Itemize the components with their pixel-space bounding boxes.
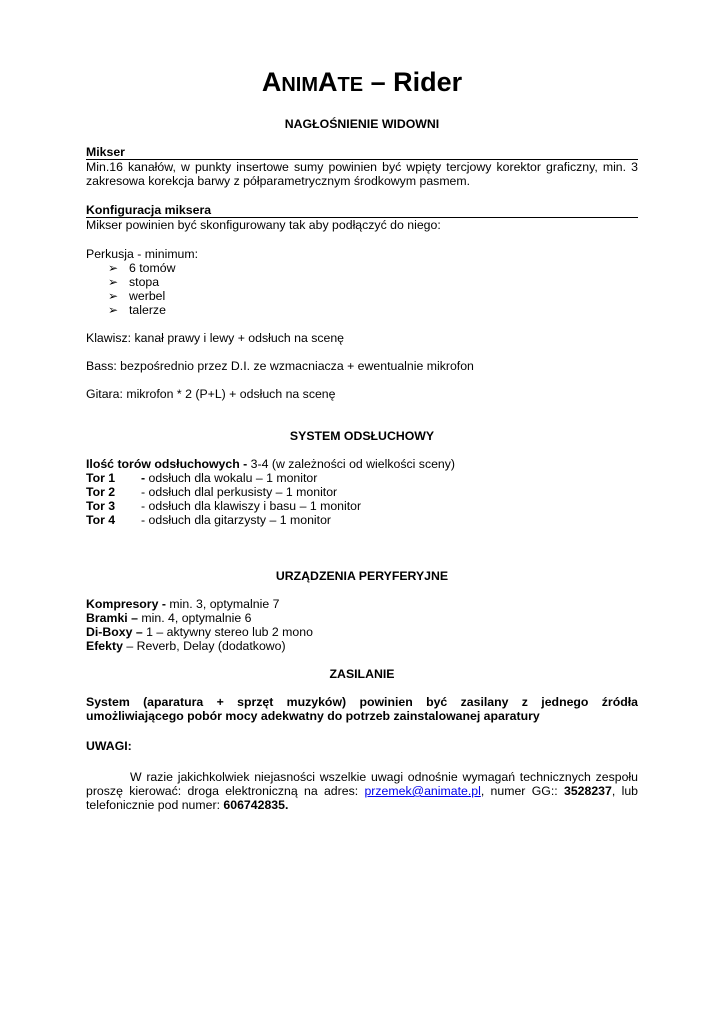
list-item: ➢ stopa	[108, 275, 160, 289]
phone-number: 606742835.	[223, 798, 289, 812]
tor-row: Tor 3 - odsłuch dla klawiszy i basu – 1 monitor	[86, 499, 362, 513]
title-part: TE	[337, 74, 364, 96]
email-link[interactable]: przemek@animate.pl	[364, 784, 481, 798]
perkusja-list	[108, 261, 175, 317]
peripheral-item: Di-Boxy – 1 – aktywny stereo lub 2 mono	[86, 625, 313, 639]
section-heading-zasilanie: ZASILANIE	[329, 667, 395, 681]
zasilanie-text: System (aparatura + sprzęt muzyków) powinien być zasilany z jednego źródła umożliwiającego pobór mocy adekwatny do potrzeb zainstalowanej aparatury	[86, 695, 638, 723]
list-item: ➢ 6 tomów	[108, 261, 176, 275]
list-item: ➢ werbel	[108, 289, 166, 303]
peripheral-item: Efekty – Reverb, Delay (dodatkowo)	[86, 639, 286, 653]
uwagi-text: W razie jakichkolwiek niejasności wszelkie uwagi odnośnie wymagań technicznych zespołu proszę kierować: droga elektroniczną na adres: przemek@animate.pl, numer GG:: 3528237, lub telefonicznie pod numer: 606742835.	[86, 770, 638, 812]
klawisz-text: Klawisz: kanał prawy i lewy + odsłuch na scenę	[86, 331, 345, 345]
mikser-heading: Mikser	[86, 145, 638, 160]
tor-row: Tor 1 - odsłuch dla wokalu – 1 monitor	[86, 471, 318, 485]
tor-row: Tor 2 - odsłuch dlal perkusisty – 1 monitor	[86, 485, 338, 499]
perkusja-label: Perkusja - minimum:	[86, 247, 199, 261]
list-item: ➢ talerze	[108, 303, 166, 317]
ilosc-torow: Ilość torów odsłuchowych - 3-4 (w zależności od wielkości sceny)	[86, 457, 456, 471]
tor-row: Tor 4 - odsłuch dla gitarzysty – 1 monitor	[86, 513, 332, 527]
title-part: A	[318, 67, 338, 97]
konfiguracja-text: Mikser powinien być skonfigurowany tak aby podłączyć do niego:	[86, 218, 441, 232]
title-part: – Rider	[363, 67, 463, 97]
section-heading-urzadzenia: URZĄDZENIA PERYFERYJNE	[275, 569, 449, 583]
peripheral-item: Bramki – min. 4, optymalnie 6	[86, 611, 252, 625]
peripheral-item: Kompresory - min. 3, optymalnie 7	[86, 597, 280, 611]
gitara-text: Gitara: mikrofon * 2 (P+L) + odsłuch na scenę	[86, 387, 336, 401]
section-heading-system-odsluchowy: SYSTEM ODSŁUCHOWY	[289, 429, 435, 443]
arrow-bullet-icon: ➢	[108, 303, 119, 317]
arrow-bullet-icon: ➢	[108, 289, 119, 303]
arrow-bullet-icon: ➢	[108, 261, 119, 275]
gg-number: 3528237	[563, 784, 612, 798]
document-title	[86, 64, 638, 103]
mikser-text: Min.16 kanałów, w punkty insertowe sumy powinien być wpięty tercjowy korektor graficzny, min. 3 zakresowa korekcja barwy z półparametrycznym środkowym pasmem.	[86, 160, 638, 188]
title-part: A	[261, 67, 282, 97]
konfiguracja-heading: Konfiguracja miksera	[86, 203, 638, 218]
uwagi-heading: UWAGI:	[86, 739, 132, 753]
arrow-bullet-icon: ➢	[108, 275, 119, 289]
section-heading-naglosnienie: NAGŁOŚNIENIE WIDOWNI	[284, 117, 440, 131]
bass-text: Bass: bezpośrednio przez D.I. ze wzmacniacza + ewentualnie mikrofon	[86, 359, 474, 373]
title-part: NIM	[281, 74, 319, 96]
